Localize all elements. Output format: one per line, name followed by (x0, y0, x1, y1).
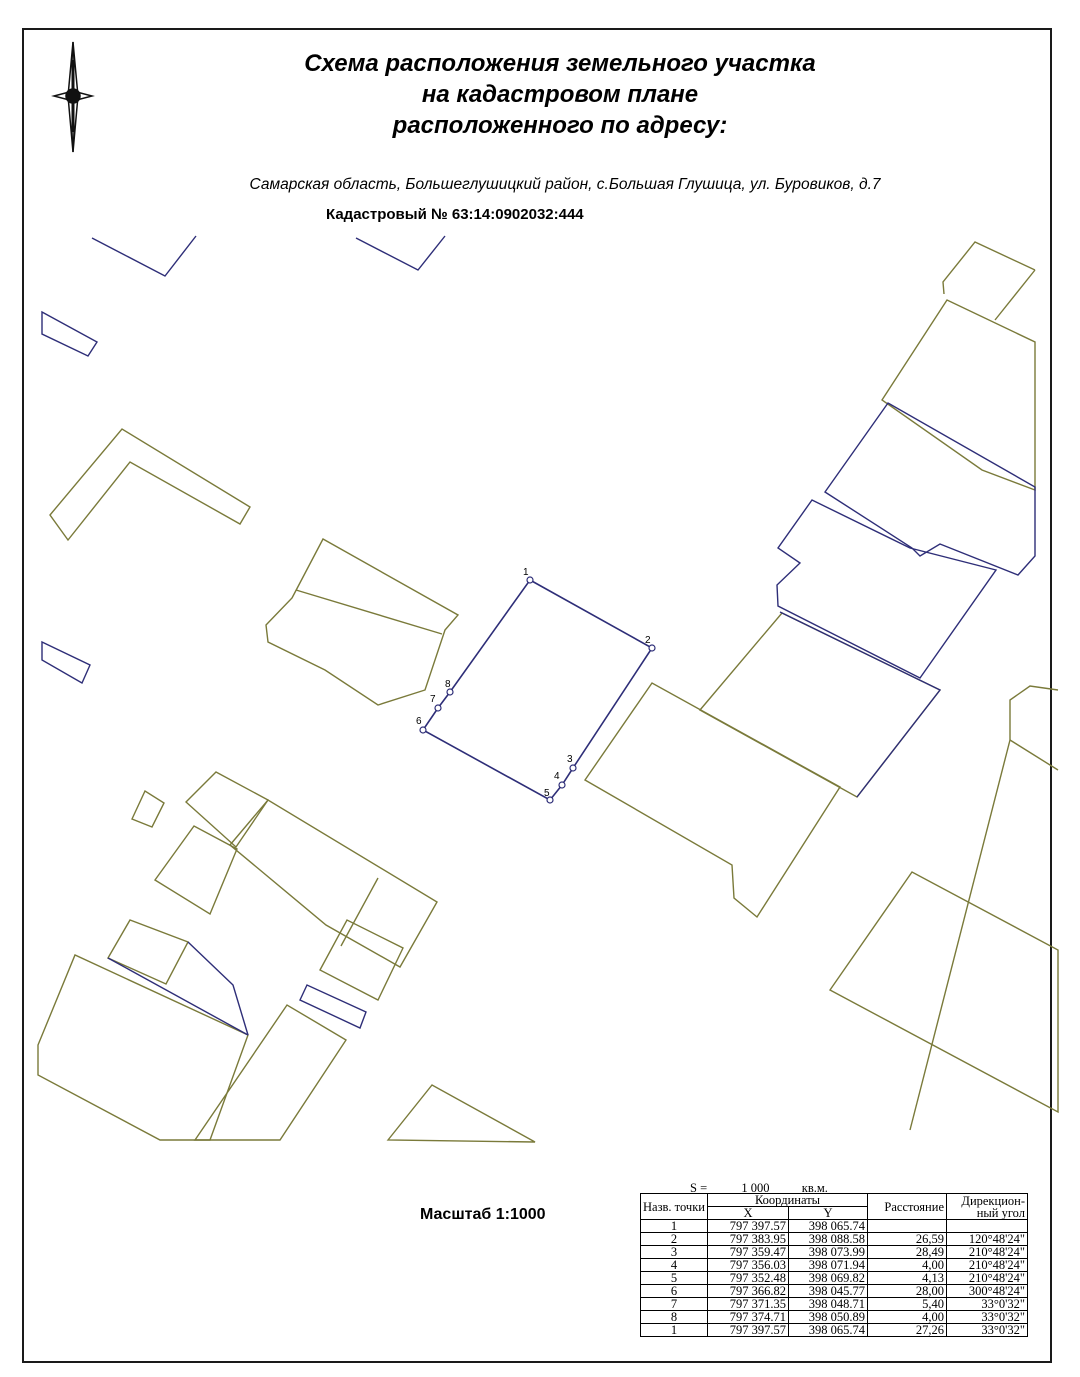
table-row (641, 1272, 1028, 1285)
cell-y: 398 065.74 (789, 1220, 868, 1233)
table-row (641, 1233, 1028, 1246)
table-row (641, 1298, 1028, 1311)
scale-label: Масштаб 1:1000 (420, 1206, 546, 1223)
cell-y: 398 071.94 (789, 1259, 868, 1272)
header-coordinates: Координаты (708, 1194, 868, 1207)
point-label-2: 2 (645, 635, 651, 646)
table-row (641, 1220, 1028, 1233)
cell-distance: 28,00 (868, 1285, 947, 1298)
cell-x: 797 397.57 (708, 1220, 789, 1233)
point-label-7: 7 (430, 694, 436, 705)
cell-angle: 300°48'24" (947, 1285, 1028, 1298)
cell-x: 797 374.71 (708, 1311, 789, 1324)
table-row (641, 1311, 1028, 1324)
cell-point: 6 (641, 1285, 708, 1298)
cell-y: 398 050.89 (789, 1311, 868, 1324)
header-angle: Дирекцион- ный угол (947, 1194, 1028, 1220)
cell-angle: 210°48'24" (947, 1259, 1028, 1272)
cell-point: 3 (641, 1246, 708, 1259)
cell-x: 797 356.03 (708, 1259, 789, 1272)
point-label-1: 1 (523, 567, 529, 578)
coordinates-table (640, 1193, 1028, 1337)
cell-x: 797 359.47 (708, 1246, 789, 1259)
cell-distance (868, 1220, 947, 1233)
cell-angle: 120°48'24" (947, 1233, 1028, 1246)
cell-angle: 210°48'24" (947, 1272, 1028, 1285)
neighbor-parcels (38, 242, 1058, 1142)
page-title (230, 48, 890, 141)
header-x: X (708, 1207, 789, 1220)
cell-y: 398 048.71 (789, 1298, 868, 1311)
cell-distance: 4,00 (868, 1311, 947, 1324)
title-line-3: расположенного по адресу: (392, 112, 728, 139)
cell-angle: 33°0'32" (947, 1298, 1028, 1311)
area-label: S = (690, 1181, 708, 1195)
header-y: Y (789, 1207, 868, 1220)
header-distance: Расстояние (868, 1194, 947, 1220)
area-value: 1 000 (741, 1181, 770, 1195)
cell-angle: 33°0'32" (947, 1311, 1028, 1324)
point-label-6: 6 (416, 716, 422, 727)
point-label-8: 8 (445, 679, 451, 690)
point-label-3: 3 (567, 754, 573, 765)
cell-distance: 5,40 (868, 1298, 947, 1311)
cell-distance: 4,00 (868, 1259, 947, 1272)
table-row (641, 1285, 1028, 1298)
cell-x: 797 366.82 (708, 1285, 789, 1298)
title-line-1: Схема расположения земельного участка (304, 50, 816, 77)
cell-y: 398 088.58 (789, 1233, 868, 1246)
title-line-2: на кадастровом плане (421, 81, 699, 108)
cell-y: 398 069.82 (789, 1272, 868, 1285)
cell-distance: 4,13 (868, 1272, 947, 1285)
cell-x: 797 352.48 (708, 1272, 789, 1285)
cell-distance: 28,49 (868, 1246, 947, 1259)
cell-x: 797 383.95 (708, 1233, 789, 1246)
cell-angle: 210°48'24" (947, 1246, 1028, 1259)
header-point: Назв. точки (641, 1194, 708, 1220)
cell-point: 4 (641, 1259, 708, 1272)
cell-distance: 26,59 (868, 1233, 947, 1246)
cell-y: 398 073.99 (789, 1246, 868, 1259)
cell-angle (947, 1220, 1028, 1233)
cell-x: 797 371.35 (708, 1298, 789, 1311)
cell-x: 797 397.57 (708, 1324, 789, 1337)
point-label-5: 5 (544, 788, 550, 799)
compass-north-arrow-icon (54, 42, 92, 152)
table-row (641, 1324, 1028, 1337)
cell-y: 398 045.77 (789, 1285, 868, 1298)
neighbor-parcels-blue (42, 236, 1035, 1035)
cell-point: 8 (641, 1311, 708, 1324)
cell-point: 5 (641, 1272, 708, 1285)
subject-parcel-boundary (423, 580, 652, 800)
area-unit: кв.м. (801, 1181, 828, 1195)
cell-point: 7 (641, 1298, 708, 1311)
cell-point: 2 (641, 1233, 708, 1246)
table-row (641, 1246, 1028, 1259)
cadastral-number: Кадастровый № 63:14:0902032:444 (326, 206, 584, 223)
cell-distance: 27,26 (868, 1324, 947, 1337)
subject-parcel (416, 567, 655, 803)
cell-angle: 33°0'32" (947, 1324, 1028, 1337)
coordinates-table-body (641, 1220, 1028, 1337)
table-row (641, 1259, 1028, 1272)
cell-point: 1 (641, 1220, 708, 1233)
point-label-4: 4 (554, 771, 560, 782)
parcel-address: Самарская область, Большеглушицкий район, с.Большая Глушица, ул. Буровиков, д.7 (249, 176, 881, 193)
cell-y: 398 065.74 (789, 1324, 868, 1337)
cell-point: 1 (641, 1324, 708, 1337)
